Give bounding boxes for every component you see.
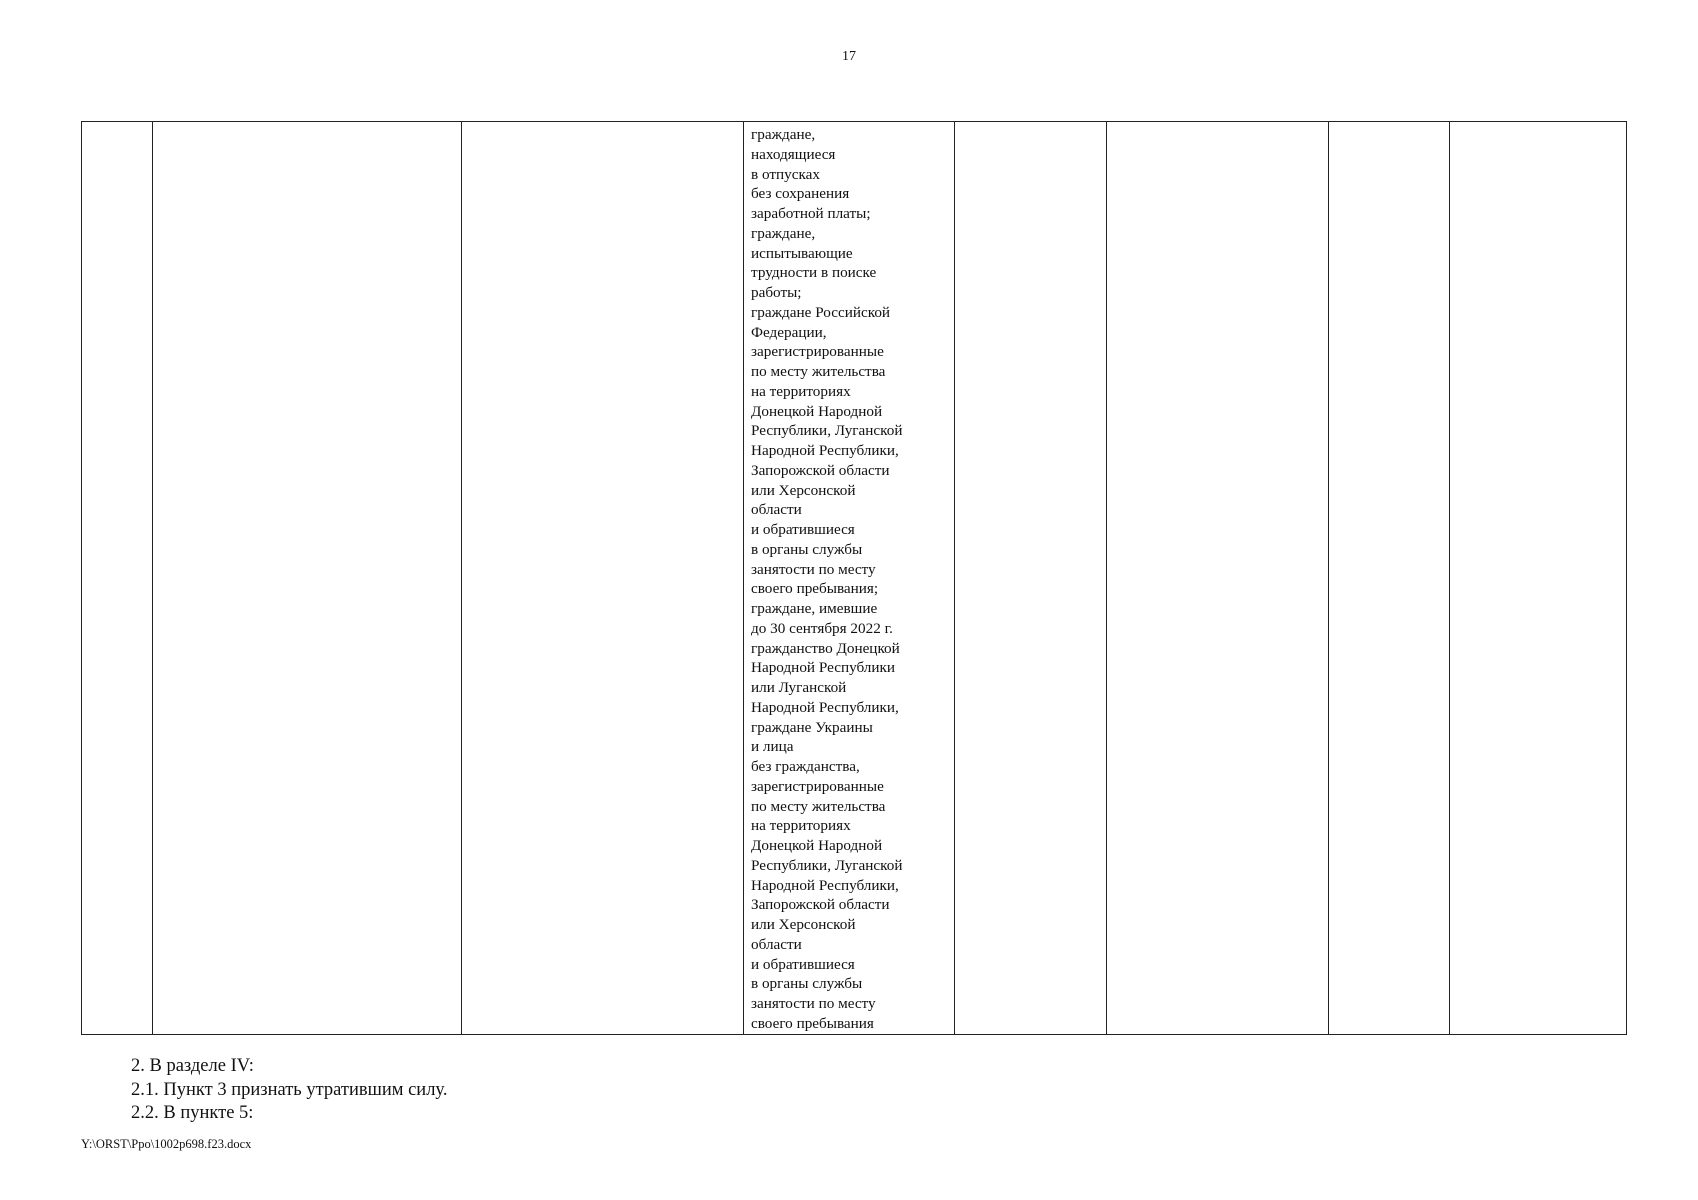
cell-text-line: Запорожской области	[751, 461, 890, 479]
recipient-category-list	[751, 125, 948, 1034]
cell-text-line: граждане Российской	[751, 303, 891, 321]
cell-text-line: области	[751, 935, 802, 953]
cell-text-line: без сохранения	[751, 185, 850, 203]
table-row	[82, 122, 1627, 1035]
cell-text-line: Запорожской области	[751, 896, 890, 914]
cell-text-line: области	[751, 501, 802, 519]
cell-text-line: граждане,	[751, 224, 816, 242]
cell-text-line: работы;	[751, 284, 802, 301]
cell-text-line: Народной Республики	[751, 659, 896, 677]
cell-text-line: в отпусках	[751, 165, 820, 183]
cell-text-line: Народной Республики,	[751, 442, 899, 459]
cell-text-line: зарегистрированные	[751, 343, 884, 361]
cell-text-line: или Луганской	[751, 679, 847, 696]
cell-text-line: или Херсонской	[751, 916, 856, 933]
cell-text-line: трудности в поиске	[751, 264, 877, 282]
cell-text-line: до 30 сентября 2022 г.	[751, 619, 893, 637]
cell-text-line: и обратившиеся	[751, 521, 855, 538]
cell-text-line: граждане, имевшие	[751, 600, 878, 617]
table-cell-number	[82, 122, 153, 1035]
cell-text-line: испытывающие	[751, 244, 853, 262]
table-cell-recipients	[744, 122, 955, 1035]
table-cell-empty-6	[1107, 122, 1329, 1035]
cell-text-line: занятости по месту	[751, 995, 876, 1012]
document-table	[81, 121, 1627, 1035]
table-cell-empty-5	[955, 122, 1107, 1035]
cell-text-line: Донецкой Народной	[751, 837, 883, 854]
cell-text-line: по месту жительства	[751, 363, 886, 380]
cell-text-line: Федерации,	[751, 323, 827, 341]
cell-text-line: по месту жительства	[751, 797, 886, 815]
cell-text-line: граждане,	[751, 126, 816, 143]
cell-text-line: гражданство Донецкой	[751, 639, 900, 657]
page-number: 17	[842, 49, 856, 64]
cell-text-line: своего пребывания;	[751, 580, 879, 598]
cell-text-line: и лица	[751, 738, 794, 756]
cell-text-line: зарегистрированные	[751, 777, 884, 795]
cell-text-line: Народной Республики,	[751, 876, 899, 894]
cell-text-line: своего пребывания	[751, 1014, 874, 1032]
table-cell-empty-8	[1450, 122, 1627, 1035]
cell-text-line: в органы службы	[751, 975, 863, 993]
cell-text-line: занятости по месту	[751, 560, 876, 578]
cell-text-line: в органы службы	[751, 540, 863, 558]
cell-text-line: заработной платы;	[751, 205, 871, 222]
cell-text-line: и обратившиеся	[751, 955, 855, 973]
footer-file-path: Y:\ORST\Ppo\1002p698.f23.docx	[81, 1137, 252, 1151]
paragraph-item-2-2: 2.2. В пункте 5:	[131, 1103, 254, 1123]
amendment-paragraphs	[131, 1055, 447, 1126]
table-cell-description	[462, 122, 744, 1035]
cell-text-line: Донецкой Народной	[751, 402, 883, 420]
cell-text-line: на территориях	[751, 817, 851, 835]
cell-text-line: Республики, Луганской	[751, 422, 903, 440]
paragraph-section-iv: 2. В разделе IV:	[131, 1056, 254, 1076]
table-cell-name	[153, 122, 462, 1035]
paragraph-item-2-1: 2.1. Пункт 3 признать утратившим силу.	[131, 1079, 448, 1100]
cell-text-line: Республики, Луганской	[751, 856, 903, 874]
cell-text-line: находящиеся	[751, 145, 836, 163]
cell-text-line: или Херсонской	[751, 481, 856, 499]
table-cell-empty-7	[1329, 122, 1450, 1035]
cell-text-line: без гражданства,	[751, 758, 860, 775]
cell-text-line: на территориях	[751, 382, 851, 400]
cell-text-line: граждане Украины	[751, 718, 873, 736]
cell-text-line: Народной Республики,	[751, 698, 899, 716]
